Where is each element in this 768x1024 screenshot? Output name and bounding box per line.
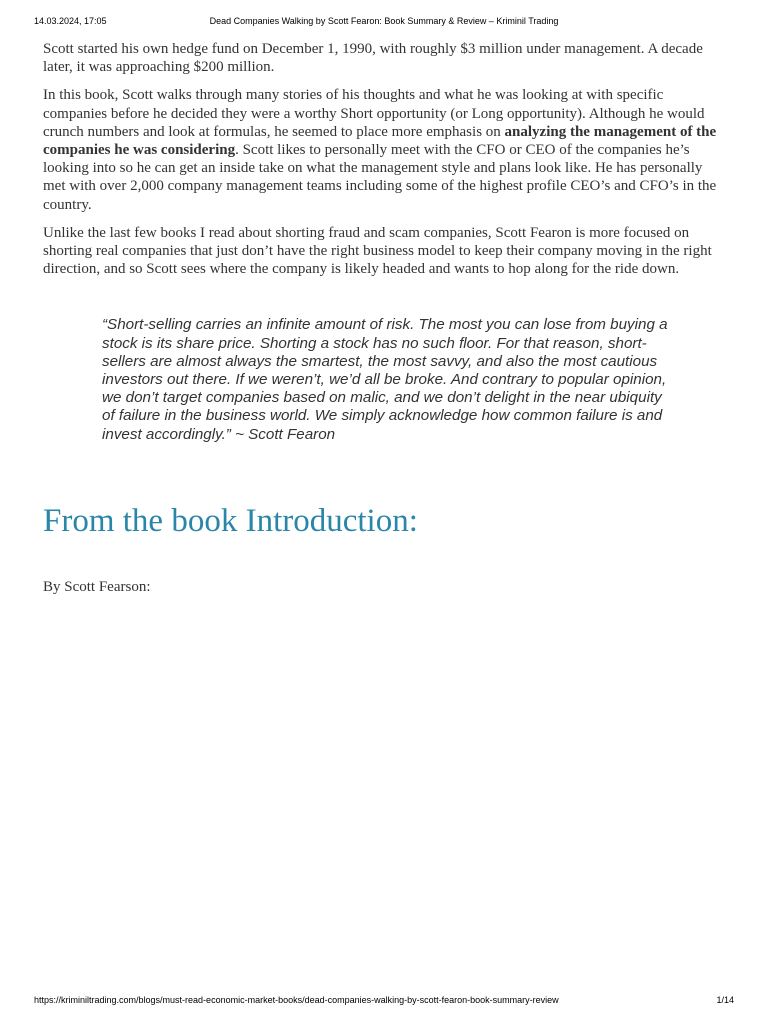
scott-fearon-quote: “Short-selling carries an infinite amount of risk. The most you can lose from buying a stock is its share price. Shorting a stock has no such floor. For that reason, short-sellers are almost always the smartest, the most savvy, and also the most cautious investors out there. If we weren’t, we’d all be broke. And contrary to popular opinion, we don’t target companies based on malic, and we don’t delight in the near ubiquity of failure in the business world. We simply acknowledge how common failure is and invest accordingly.” ~ Scott Fearon: [102, 316, 668, 443]
byline: By Scott Fearson:: [43, 578, 151, 595]
print-footer: [34, 995, 734, 1007]
article-content: [43, 40, 723, 596]
print-datetime: 14.03.2024, 17:05: [34, 16, 107, 26]
print-page-title: Dead Companies Walking by Scott Fearon: Book Summary & Review – Kriminil Trading: [209, 16, 559, 26]
paragraph-book-overview: [43, 86, 723, 213]
emphasis-text: analyzing the management of the companies he was considering: [43, 123, 717, 159]
paragraph-text: . Scott likes to personally meet with the CFO or CEO of the companies he’s looking into so he can get an inside take on what the management style and plans look like. He has personally met with over 2,000 company management teams including some of the highest profile CEO’s and CFO’s in the country.: [43, 142, 717, 213]
page-url: https://kriminiltrading.com/blogs/must-read-economic-market-books/dead-companies-walking-by-scott-fearon-book-summary-review: [34, 995, 559, 1005]
section-heading: From the book Introduction:: [43, 502, 418, 539]
paragraph-comparison: Unlike the last few books I read about shorting fraud and scam companies, Scott Fearon is more focused on shorting real companies that just don’t have the right business model to keep their company moving in the right direction, and so Scott sees where the company is likely headed and wants to hop along for the ride down.: [43, 224, 712, 278]
page-number: 1/14: [716, 995, 734, 1005]
paragraph-hedge-fund: Scott started his own hedge fund on December 1, 1990, with roughly $3 million under management. A decade later, it was approaching $200 million.: [43, 41, 703, 76]
print-header: [34, 16, 734, 28]
paragraph-text: In this book, Scott walks through many stories of his thoughts and what he was looking at with specific companies before he decided they were a worthy Short opportunity (or Long opportunity). Although he would crunch numbers and look at formulas, he seemed to place more emphasis on: [43, 87, 705, 140]
